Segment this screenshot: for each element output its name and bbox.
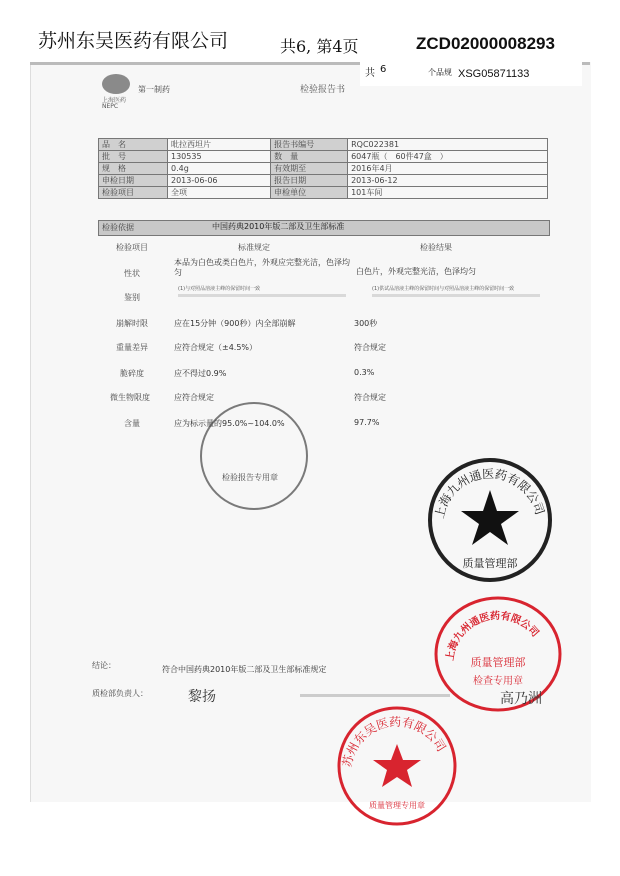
conclusion-label: 结论： [92,661,116,670]
info-label: 数 量 [271,151,348,163]
col-item-header: 检验项目 [116,243,148,252]
result-item: 性状 [124,269,140,278]
gray-stamp-text: 检验报告专用章 [222,473,278,482]
seal1-arc-text: 上海九州通医药有限公司 [432,466,547,520]
seal3-extra: 质量管理专用章 [369,801,425,810]
conclusion-value: 符合中国药典2010年版二部及卫生部标准规定 [162,665,327,674]
org-logo-text: 上海医药 [102,97,127,104]
seal-star-icon [373,744,421,787]
approver-signature: 黎扬 [188,689,216,705]
info-label: 申检日期 [99,175,168,187]
result-standard: 应为标示量的95.0%~104.0% [174,419,285,428]
seal-star-icon [461,490,519,545]
seal2-arc-text: 上海九州通医药有限公司 [444,610,541,662]
basis-value: 中国药典2010年版二部及卫生部标准 [212,222,345,231]
company-seal-2 [433,592,563,722]
document-code: ZCD02000008293 [416,34,555,53]
result-value: 符合规定 [354,393,386,402]
info-value: 全项 [168,187,271,199]
seal1-dept: 质量管理部 [462,557,518,570]
report-title: 检验报告书 [300,85,346,95]
batch-code: XSG05871133 [458,68,530,80]
result-item: 重量差异 [116,343,148,352]
seal3-arc-text: 苏州东吴医药有限公司 [340,714,449,769]
result-item: 脆碎度 [120,369,144,378]
info-label: 检验项目 [99,187,168,199]
result-item: 崩解时限 [116,319,148,328]
org-name: 第一制药 [138,85,170,94]
company-seal-1 [425,455,555,585]
seal2-extra: 检查专用章 [473,676,523,687]
faded-text-line [372,294,540,297]
seal2-dept: 质量管理部 [470,656,526,669]
table-row [99,163,548,175]
result-item: 微生物限度 [110,393,150,402]
result-item: 含量 [124,419,140,428]
info-label: 批 号 [99,151,168,163]
gray-qc-stamp [200,402,308,510]
result-value: 300秒 [354,319,378,328]
info-label: 报告日期 [271,175,348,187]
org-logo-icon [102,74,130,94]
result-standard: 应在15分钟（900秒）内全部崩解 [174,319,296,328]
result-standard: (1)与对照品溶液主峰的保留时间一致 [178,286,261,292]
info-value: 6047瓶（ 60件47盒 ） [348,151,548,163]
batch-tag: 个品规 [428,68,452,77]
info-value: RQC022381 [348,139,548,151]
company-seal-3 [335,704,459,828]
result-value: 白色片，外观完整光洁，色泽均匀 [356,267,476,276]
basis-label: 检验依据 [102,223,134,232]
table-row [99,175,548,187]
info-label: 申检单位 [271,187,348,199]
info-table [98,138,548,199]
info-label: 品 名 [99,139,168,151]
info-label: 规 格 [99,163,168,175]
org-logo-sub: NEPC [102,103,119,110]
info-label: 有效期至 [271,163,348,175]
result-standard: 应不得过0.9% [174,369,227,378]
col-result-header: 检验结果 [420,243,452,252]
info-label: 报告书编号 [271,139,348,151]
faded-text-line [300,694,450,697]
result-item: 鉴别 [124,293,140,302]
batch-label: 共 [365,68,375,79]
table-row [99,187,548,199]
result-value: 符合规定 [354,343,386,352]
info-value: 101车间 [348,187,548,199]
result-value: (1)供试品溶液主峰的保留时间与对照品溶液主峰的保留时间一致 [372,286,515,292]
info-value: 0.4g [168,163,271,175]
info-value: 2013-06-06 [168,175,271,187]
result-value: 0.3% [354,368,375,377]
result-standard: 本品为白色或类白色片，外观应完整光洁，色泽均匀 [174,258,350,277]
checker-signature: 高乃洲 [500,691,542,707]
info-value: 2016年4月 [348,163,548,175]
result-standard: 应符合规定 [174,393,214,402]
info-value: 130535 [168,151,271,163]
result-standard: 应符合规定（±4.5%） [174,343,258,352]
col-std-header: 标准规定 [238,243,270,252]
info-value: 吡拉西坦片 [168,139,271,151]
result-value: 97.7% [354,418,380,427]
page-info: 共6, 第4页 [280,37,359,56]
approver-label: 质检部负责人： [92,689,148,698]
table-row [99,151,548,163]
info-value: 2013-06-12 [348,175,548,187]
faded-text-line [178,294,346,297]
company-name: 苏州东吴医药有限公司 [38,30,229,52]
batch-count: 6 [380,64,387,75]
table-row [99,139,548,151]
